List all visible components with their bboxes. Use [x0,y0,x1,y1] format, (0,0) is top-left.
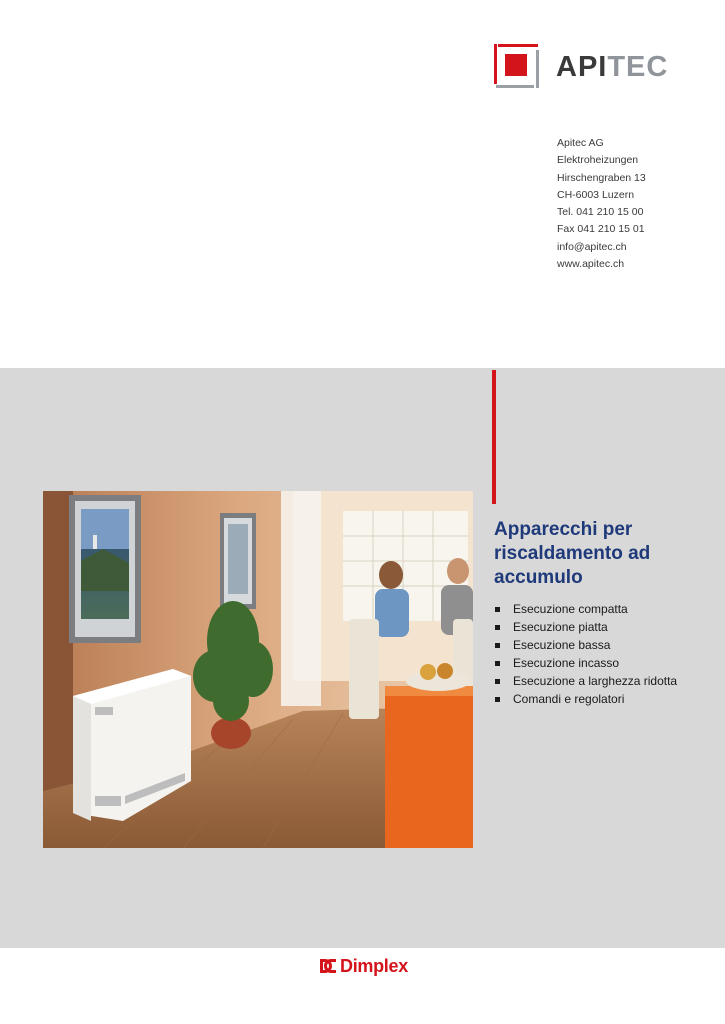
address-website[interactable]: www.apitec.ch [557,258,625,271]
interior-photo [43,491,473,848]
address-street: Hirschengraben 13 [557,171,646,184]
list-item: Esecuzione incasso [494,654,677,672]
feature-list [494,600,677,708]
apitec-logo-mark-icon [493,42,541,90]
list-item: Esecuzione bassa [494,636,677,654]
address-city: CH-6003 Luzern [557,188,635,201]
list-item: Esecuzione compatta [494,600,677,618]
page-title: Apparecchi per riscaldamento ad accumulo [494,519,651,588]
address-fax: Fax 041 210 15 01 [557,223,645,236]
address-department: Elektroheizungen [557,154,639,167]
dimplex-wordmark: Dimplex [340,955,408,976]
square-bullet-icon [495,661,500,666]
apitec-logo [493,42,668,94]
square-bullet-icon [495,679,500,684]
dimplex-mark-icon [318,957,338,975]
square-bullet-icon [495,643,500,648]
square-bullet-icon [495,625,500,630]
company-address [493,115,663,273]
dimplex-logo [318,954,408,978]
list-item: Esecuzione a larghezza ridotta [494,672,677,690]
list-item: Comandi e regolatori [494,690,677,708]
address-company: Apitec AG [557,137,604,149]
square-bullet-icon [495,607,500,612]
address-phone: Tel. 041 210 15 00 [557,206,644,219]
red-accent-bar [492,370,496,504]
square-bullet-icon [495,697,500,702]
address-email[interactable]: info@apitec.ch [557,240,627,253]
list-item: Esecuzione piatta [494,618,677,636]
apitec-wordmark: APITEC [556,51,669,83]
